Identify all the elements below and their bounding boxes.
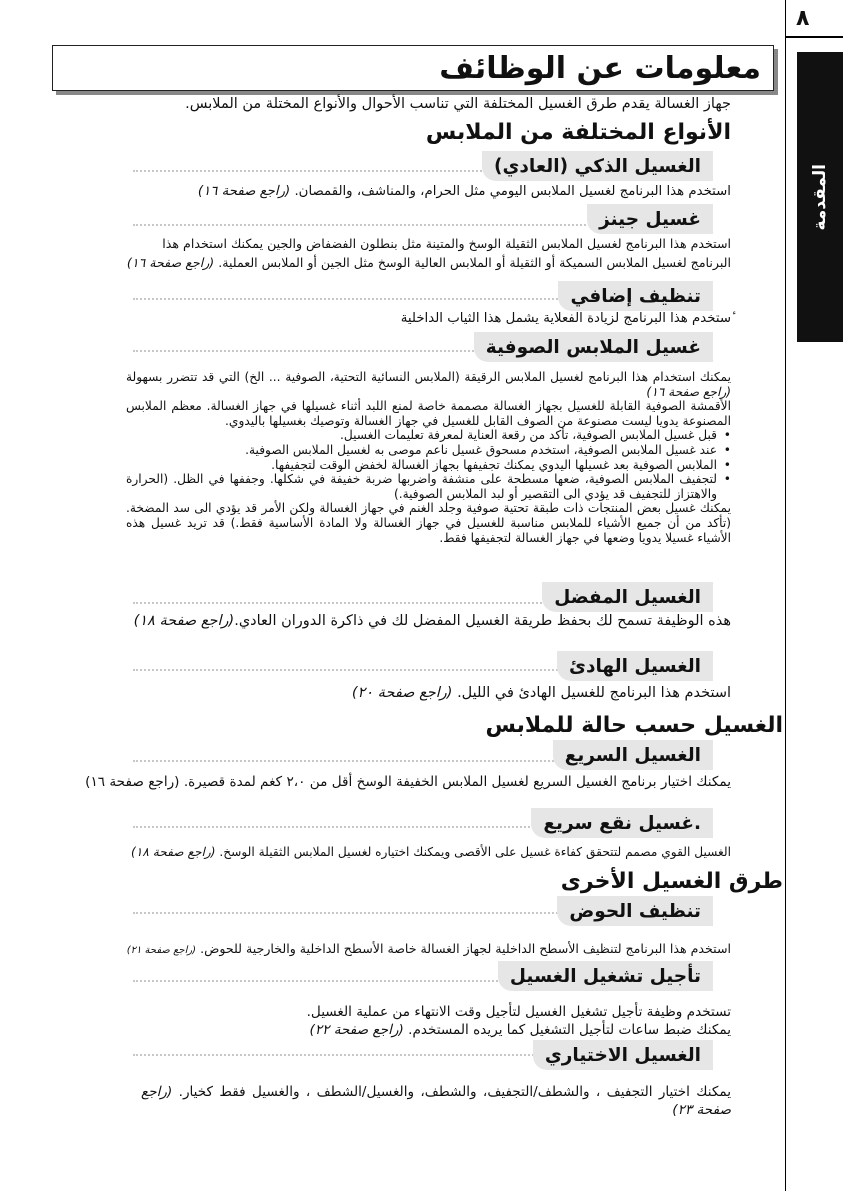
tub-clean-text	[71, 941, 731, 958]
quick-body: يمكنك اختيار برنامج الغسيل السريع لغسيل الملابس الخفيفة الوسخ أقل من ٢،٠ كغم لمدة قصيرة.	[183, 774, 731, 790]
wool-para-2: الأقمشة الصوفية القابلة للغسيل بجهاز الغسالة مصممة خاصة لمنع اللبد أثناء غسيلها في جهاز الغسالة. معظم الملابس المصنوعة يدويا ليست مصنوعة من الصوف القابل للغسيل في جهاز الغسالة وتوصيك بغسيلها باليدوي.	[126, 399, 731, 428]
title-box	[52, 45, 774, 91]
favorite-text	[126, 614, 731, 629]
jeans-line-2: البرنامج لغسيل الملابس السميكة أو الثقيلة أو الملابس العالية الوسخ مثل الجين أو الملابس العملية.	[218, 255, 731, 271]
wool-bullet-4: • لتجفيف الملابس الصوفية، ضعها مسطحة على منشفة واضربها ضربة خفيفة في شكلها. وجففها في الظل. (الحرارة والاهتزاز للتجفيف قد يؤدي الى التقصير أو لبد الملابس الصوفية.)	[126, 472, 731, 501]
page-reference: (راجع صفحة ١٦)	[126, 255, 215, 271]
tub-clean-body: استخدم هذا البرنامج لتنظيف الأسطح الداخلية لجهاز الغسالة خاصة الأسطح الداخلية والخارجية للحوض.	[200, 941, 731, 956]
wool-bullet-3: • الملابس الصوفية بعد غسيلها اليدوي يمكنك تجفيفها بجهاز الغسالة لخفض الوقت لتجفيفها.	[126, 458, 731, 473]
wool-bullet-1: • قبل غسيل الملابس الصوفية، تأكد من رقعة العناية لمعرفة تعليمات الغسيل.	[126, 428, 731, 443]
header-rule	[786, 36, 843, 38]
subheading-wool: غسيل الملابس الصوفية	[474, 332, 713, 362]
page-reference: (راجع صفحة ٢١)	[126, 945, 197, 956]
subheading-soak: .غسيل نقع سريع	[531, 808, 713, 838]
page-reference: (راجع صفحة ٢٠)	[351, 685, 453, 701]
page-reference: (راجع صفحة ١٨)	[130, 845, 216, 859]
page-title: معلومات عن الوظائف	[439, 50, 761, 86]
chapter-tab-label: المقدمة	[810, 163, 830, 231]
wool-para-1: يمكنك استخدام هذا البرنامج لغسيل الملابس الرقيقة (الملابس النسائية التحتية، الصوفية ... الخ) التي قد تتضرر بسهولة	[126, 370, 731, 384]
subheading-smart-wash: الغسيل الذكي (العادي)	[482, 151, 713, 181]
soak-body: الغسيل القوي مصمم لتتحقق كفاءة غسيل على الأقصى ويمكنك اختياره لغسيل الملابس الثقيلة الوسخ.	[219, 845, 731, 859]
delay-text	[126, 1003, 731, 1039]
margin-rule	[785, 0, 786, 1191]
section-heading-soil: الغسيل حسب حالة للملابس	[485, 713, 783, 738]
subheading-delay: تأجيل تشغيل الغسيل	[498, 961, 713, 991]
jeans-text	[126, 236, 731, 271]
section-heading-fabrics: الأنواع المختلفة من الملابس	[425, 120, 731, 145]
subheading-optional: الغسيل الاختياري	[533, 1040, 713, 1070]
quiet-body: استخدم هذا البرنامج للغسيل الهادئ في الليل.	[457, 685, 731, 701]
page-reference: (راجع صفحة ١٦)	[646, 384, 731, 399]
jeans-line-1: استخدم هذا البرنامج لغسيل الملابس الثقيلة الوسخ والمتينة مثل بنطلون الفضفاض والجين يمكنك استخدام هذا	[162, 236, 731, 251]
quick-text	[41, 775, 731, 790]
extra-rinse-text: ٔستخدم هذا البرنامج لزيادة الفعلاية يشمل هذا الثياب الداخلية	[400, 311, 731, 326]
delay-line-2: يمكنك ضبط ساعات لتأجيل التشغيل كما يريده المستخدم.	[408, 1022, 731, 1038]
optional-text	[141, 1083, 731, 1119]
subheading-quiet: الغسيل الهادئ	[557, 651, 713, 681]
subheading-favorite: الغسيل المفضل	[542, 582, 713, 612]
chapter-tab	[797, 52, 843, 342]
smart-wash-body: استخدم هذا البرنامج لغسيل الملابس اليومي مثل الحرام، والمناشف، والقمصان.	[294, 184, 731, 199]
delay-line-1: تستخدم وظيفة تأجيل تشغيل الغسيل لتأجيل وقت الانتهاء من عملية الغسيل.	[306, 1004, 731, 1020]
subheading-extra-rinse: تنظيف إضافي	[558, 281, 713, 311]
smart-wash-text	[126, 184, 731, 199]
subheading-tub-clean: تنظيف الحوض	[557, 896, 713, 926]
page-number: ٨	[796, 6, 810, 31]
subheading-jeans: غسيل جينز	[587, 204, 713, 234]
page-reference: (راجع صفحة ٢٣)	[141, 1084, 731, 1118]
quiet-text	[126, 686, 731, 701]
page-reference: (راجع صفحة ١٨)	[133, 613, 235, 629]
wool-text	[126, 370, 731, 545]
wool-bullet-2: • عند غسيل الملابس الصوفية، استخدم مسحوق غسيل ناعم موصى به لغسيل الملابس الصوفية.	[126, 443, 731, 458]
subheading-quick: الغسيل السريع	[553, 740, 713, 770]
page-reference: (راجع صفحة ١٦)	[197, 184, 291, 199]
page-reference: (راجع صفحة ٢٢)	[309, 1022, 404, 1038]
favorite-body: هذه الوظيفة تسمح لك بحفظ طريقة الغسيل المفضل لك في ذاكرة الدوران العادي.	[234, 613, 731, 629]
soak-text	[126, 845, 731, 860]
section-heading-other: طرق الغسيل الأخرى	[560, 869, 783, 894]
intro-text: جهاز الغسالة يقدم طرق الغسيل المختلفة التي تناسب الأحوال والأنواع المختلة من الملابس.	[185, 96, 731, 112]
optional-body: يمكنك اختيار التجفيف ، والشطف/التجفيف، والشطف، والغسيل/الشطف ، والغسيل فقط كخيار.	[178, 1084, 731, 1100]
page-reference: (راجع صفحة ١٦)	[85, 774, 180, 790]
wool-para-3: يمكنك غسيل بعض المنتجات ذات طبقة تحتية صوفية وجلد الغنم في جهاز الغسالة ولكن الأمر قد يؤدي الى سد المضخة. (تأكد من أن جميع الأشياء للملابس مناسبة للغسيل في جهاز الغسالة ولا المادة الأساسية فقط.) قد تريد غسيل هذه الأشياء غسيلا يدويا وضعها في جهاز الغسالة لتجفيفها فقط.	[126, 501, 731, 545]
